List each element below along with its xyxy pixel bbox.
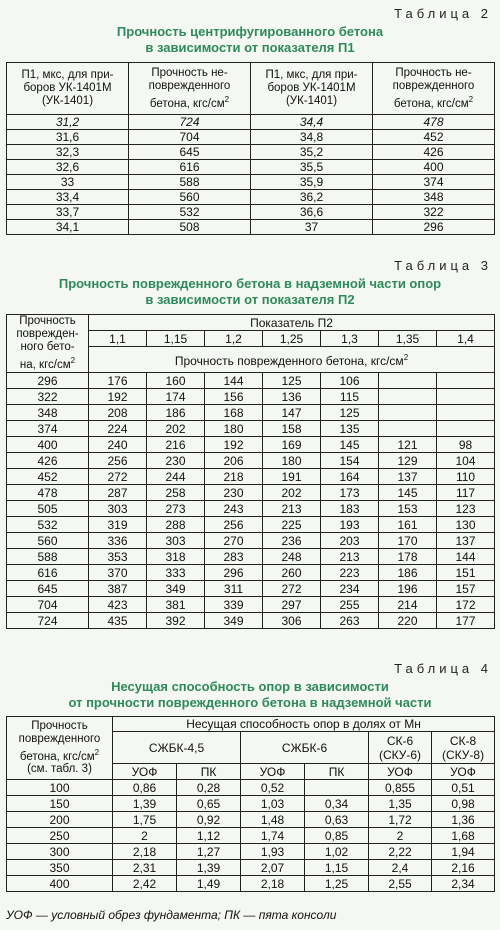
table-cell: 136 — [263, 389, 321, 405]
table-cell: 35,5 — [251, 160, 373, 175]
table-cell: 34,4 — [251, 115, 373, 130]
table2-header-p1-2: П1, мкс, для при- боров УК-1401М (УК-1401) — [251, 63, 373, 115]
table-cell: 588 — [129, 175, 251, 190]
table-row — [7, 581, 495, 597]
table-row — [7, 485, 495, 501]
table4-title-line1: Несущая способность опор в зависимости — [111, 679, 389, 694]
table-cell — [437, 389, 495, 405]
table2-header-p1: П1, мкс, для при- боров УК-1401М (УК-1401) — [7, 63, 129, 115]
table-cell: 196 — [379, 581, 437, 597]
table-cell: 35,9 — [251, 175, 373, 190]
table-cell: 1,39 — [177, 860, 241, 876]
table-row — [7, 565, 495, 581]
table-cell: 191 — [263, 469, 321, 485]
table-cell: 213 — [263, 501, 321, 517]
table3-p2-value: 1,1 — [89, 331, 147, 347]
table-cell: 157 — [437, 581, 495, 597]
table-cell: 31,6 — [7, 130, 129, 145]
table-cell: 115 — [321, 389, 379, 405]
table-cell: 270 — [205, 533, 263, 549]
table-cell: 322 — [7, 389, 89, 405]
table-cell: 224 — [89, 421, 147, 437]
table-cell: 0,34 — [305, 796, 369, 812]
table-cell: 426 — [7, 453, 89, 469]
table-cell: 2,18 — [241, 876, 305, 892]
table-row — [7, 517, 495, 533]
table-cell: 296 — [205, 565, 263, 581]
table-cell: 176 — [89, 373, 147, 389]
table3-header-row1 — [7, 315, 495, 331]
table4-type-sjbk45: СЖБК-4,5 — [113, 732, 241, 764]
table-cell: 202 — [263, 485, 321, 501]
table-cell: 296 — [7, 373, 89, 389]
table4-corner-header: Прочность поврежденного бетона, кгс/$см^2$ (см. табл. 3) — [7, 717, 113, 780]
table-cell: 724 — [129, 115, 251, 130]
table-cell: 426 — [373, 145, 495, 160]
table-cell: 349 — [205, 613, 263, 629]
table-cell: 349 — [147, 581, 205, 597]
table-cell: 104 — [437, 453, 495, 469]
table-cell: 348 — [7, 405, 89, 421]
table-cell: 311 — [205, 581, 263, 597]
table-cell: 178 — [379, 549, 437, 565]
table-cell: 137 — [379, 469, 437, 485]
table-cell: 216 — [147, 437, 205, 453]
table-row — [7, 549, 495, 565]
table-cell: 336 — [89, 533, 147, 549]
table-cell: 2 — [113, 828, 177, 844]
table-cell: 208 — [89, 405, 147, 421]
table-row — [7, 405, 495, 421]
table3-label: Таблица 3 — [394, 258, 492, 273]
table-cell: 183 — [321, 501, 379, 517]
table-cell: 177 — [437, 613, 495, 629]
table-cell: 2 — [369, 828, 432, 844]
table-cell: 339 — [205, 597, 263, 613]
table-cell: 0,86 — [113, 780, 177, 796]
table-row — [7, 469, 495, 485]
table-cell: 300 — [7, 844, 113, 860]
table-cell: 303 — [89, 501, 147, 517]
table-cell: 0,855 — [369, 780, 432, 796]
table-cell: 478 — [373, 115, 495, 130]
table-row — [7, 453, 495, 469]
table-cell: 296 — [373, 220, 495, 235]
table-cell: 98 — [437, 437, 495, 453]
table-cell: 260 — [263, 565, 321, 581]
table-row — [7, 205, 495, 220]
table-cell — [437, 405, 495, 421]
table-cell — [379, 373, 437, 389]
table-cell: 31,2 — [7, 115, 129, 130]
table-cell: 1,39 — [113, 796, 177, 812]
table-cell: 192 — [89, 389, 147, 405]
table-cell: 350 — [7, 860, 113, 876]
table-cell: 532 — [7, 517, 89, 533]
table-cell: 1,27 — [177, 844, 241, 860]
table-cell: 203 — [321, 533, 379, 549]
table3-p2-value: 1,4 — [437, 331, 495, 347]
table-cell: 272 — [263, 581, 321, 597]
table2-header-strength-2: Прочность не- поврежденного бетона, кгс/$см^2$ — [373, 63, 495, 115]
table-cell: 2,22 — [369, 844, 432, 860]
table4-header-row1 — [7, 717, 495, 732]
table-cell: 180 — [263, 453, 321, 469]
table-cell: 1,12 — [177, 828, 241, 844]
table-cell: 145 — [321, 437, 379, 453]
table-cell: 322 — [373, 205, 495, 220]
table-row — [7, 373, 495, 389]
table-cell: 0,51 — [432, 780, 495, 796]
table2-title-line2: в зависимости от показателя П1 — [145, 40, 355, 55]
table-cell: 297 — [263, 597, 321, 613]
table-cell: 724 — [7, 613, 89, 629]
table-cell: 1,02 — [305, 844, 369, 860]
table2-title-line1: Прочность центрифугированного бетона — [116, 24, 384, 39]
table-cell: 125 — [263, 373, 321, 389]
table-cell: 32,3 — [7, 145, 129, 160]
table2-body — [7, 115, 495, 235]
table-cell: 0,85 — [305, 828, 369, 844]
table-row — [7, 115, 495, 130]
table-cell: 258 — [147, 485, 205, 501]
table-cell: 35,2 — [251, 145, 373, 160]
table-cell: 1,68 — [432, 828, 495, 844]
table-row — [7, 613, 495, 629]
table-cell: 348 — [373, 190, 495, 205]
table-row — [7, 812, 495, 828]
table-cell: 213 — [321, 549, 379, 565]
table-cell: 200 — [7, 812, 113, 828]
table-row — [7, 160, 495, 175]
table-cell: 220 — [379, 613, 437, 629]
table-cell: 33 — [7, 175, 129, 190]
table-row — [7, 130, 495, 145]
table-cell: 137 — [437, 533, 495, 549]
table-cell: 2,07 — [241, 860, 305, 876]
table-cell: 423 — [89, 597, 147, 613]
table-cell: 168 — [205, 405, 263, 421]
table-cell: 1,93 — [241, 844, 305, 860]
table4-type-sk6: СК-6 (СКУ-6) — [369, 732, 432, 764]
table-row — [7, 437, 495, 453]
table-cell: 34,8 — [251, 130, 373, 145]
table-cell: 1,25 — [305, 876, 369, 892]
table-cell: 173 — [321, 485, 379, 501]
table-cell: 145 — [379, 485, 437, 501]
table-cell: 106 — [321, 373, 379, 389]
table-cell: 283 — [205, 549, 263, 565]
table-cell: 234 — [321, 581, 379, 597]
table-cell: 319 — [89, 517, 147, 533]
table3-p2-value: 1,15 — [147, 331, 205, 347]
table-cell: 2,34 — [432, 876, 495, 892]
table-cell: 248 — [263, 549, 321, 565]
table3-p2-value: 1,25 — [263, 331, 321, 347]
table-cell: 160 — [147, 373, 205, 389]
table-cell: 169 — [263, 437, 321, 453]
table-cell — [379, 421, 437, 437]
table-cell: 236 — [263, 533, 321, 549]
table-cell: 230 — [147, 453, 205, 469]
table-row — [7, 780, 495, 796]
table-cell: 645 — [129, 145, 251, 160]
table-cell: 0,98 — [432, 796, 495, 812]
table-row — [7, 501, 495, 517]
footnote: УОФ — условный обрез фундамента; ПК — пята консоли — [6, 908, 337, 922]
table-cell: 156 — [205, 389, 263, 405]
table-row — [7, 844, 495, 860]
table-cell: 180 — [205, 421, 263, 437]
table4-col-pk: ПК — [305, 764, 369, 780]
table-cell: 240 — [89, 437, 147, 453]
table-cell: 263 — [321, 613, 379, 629]
table-cell: 144 — [205, 373, 263, 389]
table-cell: 505 — [7, 501, 89, 517]
table-cell: 244 — [147, 469, 205, 485]
table-cell: 560 — [7, 533, 89, 549]
table-cell: 37 — [251, 220, 373, 235]
table-cell: 2,42 — [113, 876, 177, 892]
table2-header-row — [7, 63, 495, 115]
table-cell: 1,94 — [432, 844, 495, 860]
table4-col-pk: ПК — [177, 764, 241, 780]
table-cell: 174 — [147, 389, 205, 405]
table-row — [7, 876, 495, 892]
table-cell: 186 — [147, 405, 205, 421]
table3-sub-header: Прочность поврежденного бетона, кгс/$см^2$ — [89, 347, 495, 373]
table-cell — [379, 405, 437, 421]
table-cell: 2,4 — [369, 860, 432, 876]
table-cell: 2,18 — [113, 844, 177, 860]
table-cell: 704 — [129, 130, 251, 145]
table-cell: 452 — [7, 469, 89, 485]
table-row — [7, 175, 495, 190]
table-cell: 1,49 — [177, 876, 241, 892]
table-cell: 508 — [129, 220, 251, 235]
table-cell: 616 — [129, 160, 251, 175]
table-cell: 164 — [321, 469, 379, 485]
table-cell: 223 — [321, 565, 379, 581]
table-cell: 121 — [379, 437, 437, 453]
table-cell: 2,16 — [432, 860, 495, 876]
table-cell: 645 — [7, 581, 89, 597]
table4-body — [7, 780, 495, 892]
table3-title-line2: в зависимости от показателя П2 — [145, 292, 355, 307]
table-cell: 400 — [7, 437, 89, 453]
table-cell: 256 — [205, 517, 263, 533]
table2 — [6, 62, 495, 235]
table-cell — [305, 780, 369, 796]
table-cell: 560 — [129, 190, 251, 205]
table-cell: 287 — [89, 485, 147, 501]
table-cell: 154 — [321, 453, 379, 469]
table-cell: 306 — [263, 613, 321, 629]
table-cell: 478 — [7, 485, 89, 501]
table4-col-uof: УОФ — [432, 764, 495, 780]
table4-label: Таблица 4 — [394, 661, 492, 676]
table-cell: 153 — [379, 501, 437, 517]
table-row — [7, 796, 495, 812]
table4-type-sjbk6: СЖБК-6 — [241, 732, 369, 764]
table-row — [7, 533, 495, 549]
table-cell: 36,6 — [251, 205, 373, 220]
table-cell — [379, 389, 437, 405]
table4-type-sk8: СК-8 (СКУ-8) — [432, 732, 495, 764]
table-cell: 34,1 — [7, 220, 129, 235]
table-row — [7, 828, 495, 844]
table-cell: 110 — [437, 469, 495, 485]
table-cell: 1,35 — [369, 796, 432, 812]
table-cell: 192 — [205, 437, 263, 453]
table3-title-line1: Прочность поврежденного бетона в надземной части опор — [58, 276, 442, 291]
table3-p2-value: 1,3 — [321, 331, 379, 347]
table3 — [6, 314, 495, 629]
table3-p2-value: 1,2 — [205, 331, 263, 347]
table-cell: 36,2 — [251, 190, 373, 205]
table-cell: 0,52 — [241, 780, 305, 796]
table-cell: 435 — [89, 613, 147, 629]
table-cell: 202 — [147, 421, 205, 437]
table-cell: 0,65 — [177, 796, 241, 812]
table-cell: 392 — [147, 613, 205, 629]
table-row — [7, 421, 495, 437]
table-cell: 1,48 — [241, 812, 305, 828]
table-cell: 125 — [321, 405, 379, 421]
table-cell: 588 — [7, 549, 89, 565]
table-cell: 288 — [147, 517, 205, 533]
table-cell: 532 — [129, 205, 251, 220]
table-cell: 33,7 — [7, 205, 129, 220]
table3-p2-value: 1,35 — [379, 331, 437, 347]
table3-group-header: Показатель П2 — [89, 315, 495, 331]
table-cell: 214 — [379, 597, 437, 613]
table3-corner-header: Прочность поврежден- ного бето- на, кгс/$см^2$ — [7, 315, 89, 373]
table-cell: 318 — [147, 549, 205, 565]
table3-body — [7, 373, 495, 629]
table-cell: 333 — [147, 565, 205, 581]
table-cell: 33,4 — [7, 190, 129, 205]
table4-col-uof: УОФ — [241, 764, 305, 780]
table2-label: Таблица 2 — [394, 6, 492, 21]
table-cell: 400 — [7, 876, 113, 892]
table-cell: 370 — [89, 565, 147, 581]
table-cell: 172 — [437, 597, 495, 613]
table-cell: 0,28 — [177, 780, 241, 796]
table-cell: 225 — [263, 517, 321, 533]
table-cell: 1,15 — [305, 860, 369, 876]
table-cell: 704 — [7, 597, 89, 613]
table-cell: 129 — [379, 453, 437, 469]
table-cell: 400 — [373, 160, 495, 175]
table-cell: 193 — [321, 517, 379, 533]
table-cell: 273 — [147, 501, 205, 517]
table-cell: 150 — [7, 796, 113, 812]
table-cell — [437, 421, 495, 437]
table4-title-line2: от прочности поврежденного бетона в надземной части — [68, 695, 432, 710]
table4-col-uof: УОФ — [113, 764, 177, 780]
table-cell: 2,31 — [113, 860, 177, 876]
table-cell: 374 — [373, 175, 495, 190]
table-row — [7, 597, 495, 613]
table-cell: 123 — [437, 501, 495, 517]
table-cell: 161 — [379, 517, 437, 533]
table-row — [7, 220, 495, 235]
table-cell: 255 — [321, 597, 379, 613]
table-cell: 616 — [7, 565, 89, 581]
table-cell: 1,36 — [432, 812, 495, 828]
table-cell: 147 — [263, 405, 321, 421]
table-row — [7, 389, 495, 405]
table-row — [7, 860, 495, 876]
table-cell: 170 — [379, 533, 437, 549]
table2-header-strength: Прочность не- поврежденного бетона, кгс/$см^2$ — [129, 63, 251, 115]
table-cell: 452 — [373, 130, 495, 145]
table-row — [7, 145, 495, 160]
table-cell: 158 — [263, 421, 321, 437]
table-cell: 1,74 — [241, 828, 305, 844]
table-row — [7, 190, 495, 205]
table4-group-header: Несущая способность опор в долях от Мн — [113, 717, 495, 732]
table4-col-uof: УОФ — [369, 764, 432, 780]
table-cell: 144 — [437, 549, 495, 565]
table-cell: 387 — [89, 581, 147, 597]
table-cell: 206 — [205, 453, 263, 469]
table-cell: 186 — [379, 565, 437, 581]
table-cell: 100 — [7, 780, 113, 796]
table-cell: 381 — [147, 597, 205, 613]
table-cell: 230 — [205, 485, 263, 501]
table-cell: 151 — [437, 565, 495, 581]
table-cell: 130 — [437, 517, 495, 533]
table-cell: 272 — [89, 469, 147, 485]
table-cell: 0,92 — [177, 812, 241, 828]
table-cell: 256 — [89, 453, 147, 469]
table4 — [6, 716, 495, 892]
table-cell: 32,6 — [7, 160, 129, 175]
table-cell: 1,72 — [369, 812, 432, 828]
table-cell: 1,03 — [241, 796, 305, 812]
table-cell: 218 — [205, 469, 263, 485]
table-cell: 117 — [437, 485, 495, 501]
table-cell: 243 — [205, 501, 263, 517]
table-cell: 374 — [7, 421, 89, 437]
table-cell: 303 — [147, 533, 205, 549]
table-cell: 2,55 — [369, 876, 432, 892]
table-cell — [437, 373, 495, 389]
table-cell: 135 — [321, 421, 379, 437]
table-cell: 0,63 — [305, 812, 369, 828]
table-cell: 250 — [7, 828, 113, 844]
table-cell: 353 — [89, 549, 147, 565]
table-cell: 1,75 — [113, 812, 177, 828]
